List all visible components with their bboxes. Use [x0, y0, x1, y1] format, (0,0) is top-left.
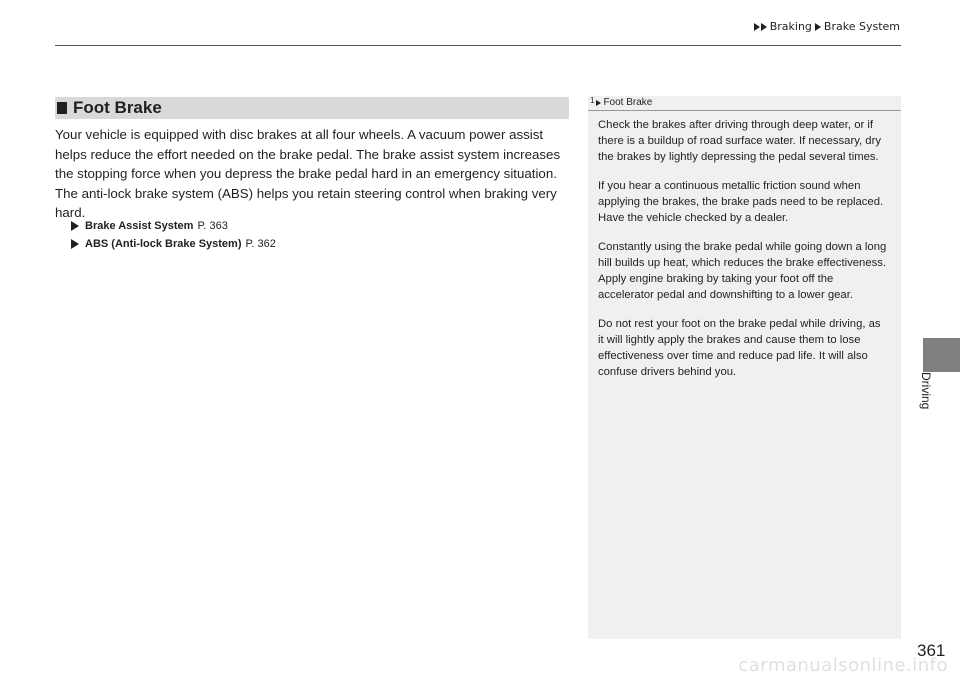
body-paragraph: Your vehicle is equipped with disc brakes at all four wheels. A vacuum power assist helps reduce the effort needed on the brake pedal. The brake assist system increases the stopping force when you depress the brake pedal hard in an emergency situation. The anti-lock brake system (ABS) helps you retain steering control when braking very hard.	[55, 127, 561, 220]
breadcrumb-arrow-icon	[814, 23, 822, 31]
sidebar-arrow-icon	[596, 100, 601, 106]
sidebar-paragraph: Constantly using the brake pedal while going down a long hill builds up heat, which reduces the brake effectiveness. Apply engine braking by taking your foot off the accelerator pedal and downshifting to a lower gear.	[598, 241, 887, 301]
watermark: carmanualsonline.info	[738, 655, 948, 676]
reference-arrow-icon	[71, 239, 81, 250]
reference-arrow-icon	[71, 221, 81, 232]
page-number: 361	[917, 641, 946, 660]
sidebar-paragraph: Do not rest your foot on the brake pedal while driving, as it will lightly apply the brakes and cause them to lose effectiveness over time and reduce pad life. It will also confuse drivers behind you.	[598, 318, 881, 378]
breadcrumb-level1[interactable]: Braking	[769, 20, 812, 33]
note-sidebar	[588, 96, 901, 639]
cross-reference-link[interactable]	[71, 238, 276, 250]
breadcrumb-arrow-icon	[753, 23, 768, 31]
xref-page: P. 363	[197, 220, 228, 232]
header-divider	[55, 45, 901, 46]
square-bullet-icon	[57, 102, 67, 114]
section-title: Foot Brake	[73, 98, 162, 117]
section-heading	[55, 97, 569, 119]
sidebar-note-number: 1	[590, 96, 595, 105]
xref-title: ABS (Anti-lock Brake System)	[85, 238, 242, 250]
cross-reference-link[interactable]	[71, 220, 228, 232]
breadcrumb-level2[interactable]: Brake System	[823, 20, 900, 33]
chapter-tab[interactable]	[923, 338, 960, 372]
chapter-tab-label: Driving	[919, 372, 933, 410]
xref-page: P. 362	[245, 238, 276, 250]
xref-title: Brake Assist System	[85, 220, 194, 232]
sidebar-paragraph: If you hear a continuous metallic friction sound when applying the brakes, the brake pads need to be replaced. Have the vehicle checked by a dealer.	[598, 180, 884, 224]
sidebar-paragraph: Check the brakes after driving through deep water, or if there is a buildup of road surface water. If necessary, dry the brakes by lightly depressing the pedal several times.	[598, 119, 881, 163]
breadcrumb	[753, 20, 900, 33]
sidebar-title: Foot Brake	[603, 97, 653, 108]
sidebar-header	[588, 96, 901, 111]
